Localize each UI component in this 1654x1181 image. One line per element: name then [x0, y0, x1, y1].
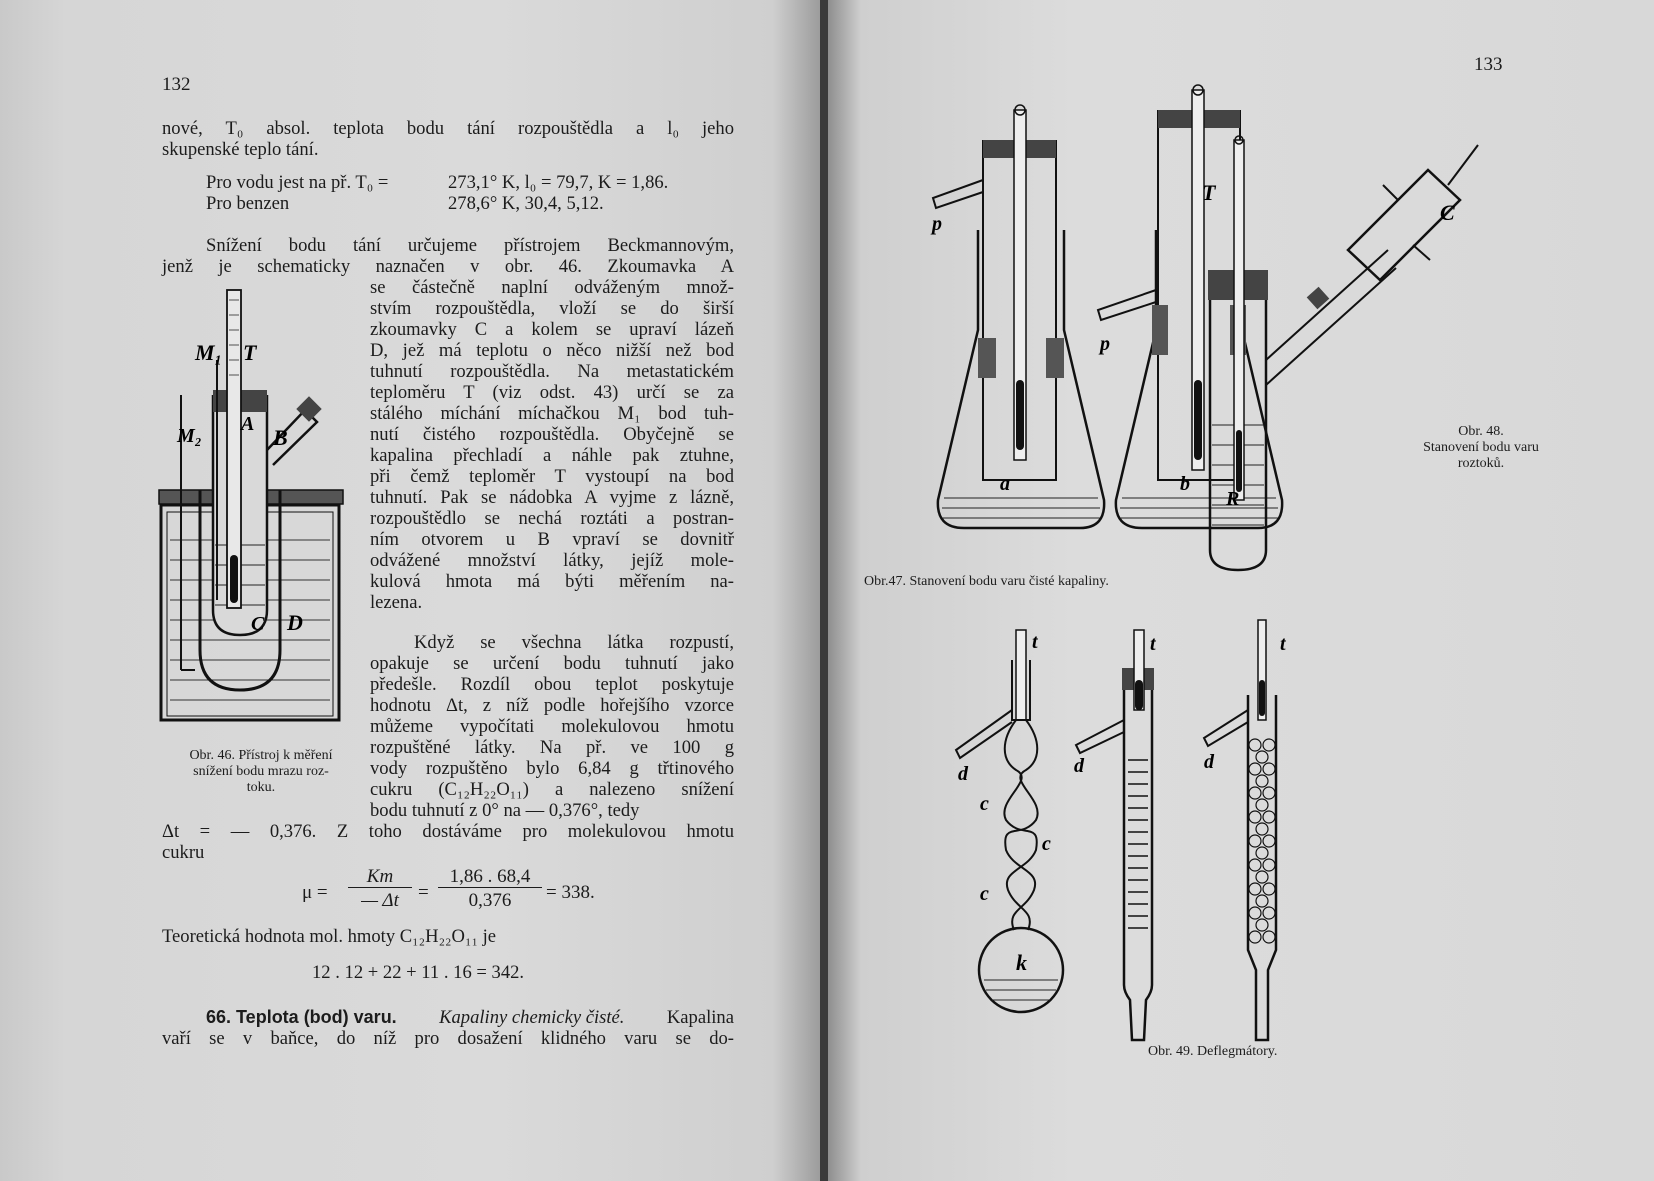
text-line: odvážené množství látky, jejíž mole-: [370, 550, 734, 571]
text-line: vody rozpuštěno bylo 6,84 g třtinového: [370, 758, 734, 779]
text-line: můžeme vypočítati molekulovou hmotu: [370, 716, 734, 737]
text-line: rozpuštěné látky. Na př. ve 100 g: [370, 737, 734, 758]
svg-text:d: d: [1204, 751, 1214, 773]
text-line: vaří se v baňce, do níž pro dosažení klidného varu se do-: [162, 1028, 734, 1049]
text-line: tuhnutí. Pak se nádobka A vyjme z lázně,: [370, 487, 734, 508]
text-line: kulová hmota má býti měřením na-: [370, 571, 734, 592]
svg-text:p: p: [932, 213, 942, 235]
text-line: nové, T₀ absol. teplota bodu tání rozpouštědla a l₀ jeho: [162, 118, 734, 139]
constants-values: 273,1° K, l₀ = 79,7, K = 1,86.: [448, 172, 669, 193]
text-line: skupenské teplo tání.: [162, 139, 319, 160]
svg-text:C: C: [1440, 200, 1455, 225]
text-line: zkoumavky C a kolem se upraví lázeň: [370, 319, 734, 340]
svg-text:t: t: [1150, 633, 1156, 655]
svg-text:c: c: [980, 793, 989, 815]
text-line: teploměru T (viz odst. 43) určí se za: [370, 382, 734, 403]
svg-text:D: D: [287, 610, 303, 635]
text-line: Δt = — 0,376. Z toho dostáváme pro molekulovou hmotu: [162, 821, 734, 842]
text-line: stvím rozpouštědla, vloží se do širší: [370, 298, 734, 319]
text-line: nutí čistého rozpouštědla. Obyčejně se: [370, 424, 734, 445]
svg-text:C: C: [251, 613, 265, 635]
svg-text:t: t: [1280, 633, 1286, 655]
text-line: hodnotu Δt, z níž podle hořejšího vzorce: [370, 695, 734, 716]
svg-text:T: T: [243, 340, 257, 365]
svg-text:a: a: [1000, 473, 1010, 495]
svg-text:d: d: [958, 763, 968, 785]
constants-label: Pro benzen: [206, 193, 290, 214]
formula: μ = Km — Δt = 1,86 . 68,4 0,376 = 338.: [302, 866, 595, 911]
text-line: stálého míchání míchačkou M₁ bod tuh-: [370, 403, 734, 424]
text-line: bodu tuhnutí z 0° na — 0,376°, tedy: [370, 800, 640, 821]
text-line: Snížení bodu tání určujeme přístrojem Beckmannovým,: [206, 235, 734, 256]
text-line: předešle. Rozdíl obou teplot poskytuje: [370, 674, 734, 695]
svg-text:d: d: [1074, 755, 1084, 777]
svg-text:T: T: [1202, 180, 1216, 205]
right-page: [828, 0, 1654, 1181]
text-line: opakuje se určení bodu tuhnutí jako: [370, 653, 734, 674]
svg-text:b: b: [1180, 473, 1190, 495]
text-line: tuhnutí rozpouštědla. Na metastatickém: [370, 361, 734, 382]
text-line: Když se všechna látka rozpustí,: [414, 632, 734, 653]
text-line: ním otvorem u B vpraví se dovnitř: [370, 529, 734, 550]
figure-49-caption: Obr. 49. Deflegmátory.: [1148, 1044, 1278, 1059]
figure-46: [155, 290, 355, 740]
section-heading: 66. Teplota (bod) varu. Kapaliny chemicky čisté. Kapalina: [206, 1007, 734, 1028]
constants-label: Pro vodu jest na př. T₀ =: [206, 172, 389, 193]
figure-46-caption: Obr. 46. Přístroj k měření snížení bodu mrazu roz- toku.: [189, 748, 333, 795]
svg-text:R: R: [1226, 488, 1240, 510]
svg-text:B: B: [273, 425, 288, 450]
text-line: při čemž teploměr T vystoupí na bod: [370, 466, 734, 487]
text-line: rozpouštědlo se nechá roztáti a postran-: [370, 508, 734, 529]
svg-text:t: t: [1032, 631, 1038, 653]
svg-text:c: c: [980, 883, 989, 905]
text-line: D, jež má teplotu o něco nižší než bod: [370, 340, 734, 361]
svg-text:M₂: M₂: [177, 425, 202, 447]
text-line: Teoretická hodnota mol. hmoty C₁₂H₂₂O₁₁ je: [162, 926, 496, 947]
text-line: cukru: [162, 842, 205, 863]
figure-48: [1198, 130, 1498, 580]
figure-47-caption: Obr.47. Stanovení bodu varu čisté kapaliny.: [864, 574, 1109, 589]
page-number: 132: [162, 74, 191, 95]
svg-text:A: A: [241, 413, 255, 435]
figure-49: [946, 620, 1406, 1050]
text-line: se částečně naplní odváženým množ-: [370, 277, 734, 298]
page-number: 133: [1474, 54, 1503, 75]
svg-text:p: p: [1100, 333, 1110, 355]
text-line: 12 . 12 + 22 + 11 . 16 = 342.: [312, 962, 525, 983]
constants-values: 278,6° K, 30,4, 5,12.: [448, 193, 604, 214]
text-line: cukru (C₁₂H₂₂O₁₁) a nalezeno snížení: [370, 779, 734, 800]
text-line: kapalina přechladí a náhle pak ztuhne,: [370, 445, 734, 466]
text-line: lezena.: [370, 592, 423, 613]
text-line: jenž je schematicky naznačen v obr. 46. Zkoumavka A: [162, 256, 734, 277]
svg-text:M₁: M₁: [195, 340, 223, 365]
left-page: [0, 0, 822, 1181]
svg-text:k: k: [1016, 950, 1027, 975]
svg-text:c: c: [1042, 833, 1051, 855]
figure-48-caption: Obr. 48. Stanovení bodu varu roztoků.: [1423, 424, 1539, 471]
